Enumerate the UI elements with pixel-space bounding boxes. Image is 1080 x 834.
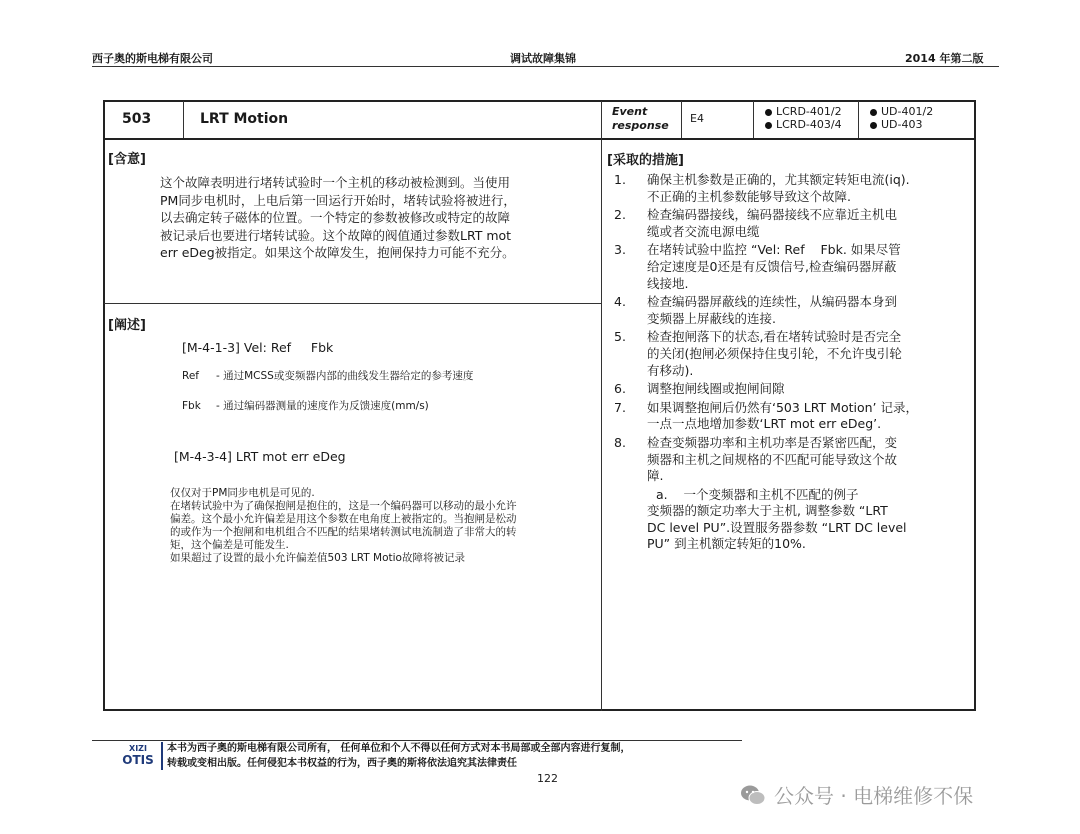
list-item: 4. 检查编码器屏蔽线的连续性，从编码器本身到 变频器上屏蔽线的连接.	[614, 294, 898, 326]
model-item: UD-403	[870, 118, 933, 131]
list-item: 6. 调整抱闸线圈或抱闸间隙	[614, 381, 785, 397]
column-divider	[601, 101, 602, 711]
left-section-divider	[104, 303, 601, 304]
title-split-4	[753, 101, 754, 138]
title-split-3	[681, 101, 682, 138]
event-code: E4	[690, 112, 704, 125]
edition-label: 2014 年第二版	[905, 52, 984, 65]
menu-lrt-mot-err: [M-4-3-4] LRT mot err eDeg	[174, 449, 346, 464]
sub-item-a: a. 一个变频器和主机不匹配的例子	[656, 486, 859, 502]
menu-vel-ref-fbk: [M-4-1-3] Vel: Ref Fbk	[182, 340, 334, 355]
document-title: 调试故障集锦	[510, 52, 576, 65]
list-item: 2. 检查编码器接线，编码器接线不应靠近主机电 缆或者交流电源电缆	[614, 207, 898, 239]
title-split-5	[858, 101, 859, 138]
title-row-divider	[104, 138, 975, 140]
fbk-description: - 通过编码器测量的速度作为反馈速度(mm/s)	[216, 400, 429, 412]
bullet-icon	[870, 122, 877, 129]
header-divider	[92, 66, 999, 67]
list-item: 1. 确保主机参数是正确的，尤其额定转矩电流(iq). 不正确的主机参数能够导致这个故障.	[614, 172, 910, 204]
bullet-icon	[870, 109, 877, 116]
logo-separator	[161, 742, 163, 770]
watermark	[740, 780, 973, 809]
action-steps	[614, 172, 964, 553]
model-list-right	[870, 105, 933, 131]
list-item: 3. 在堵转试验中监控 “Vel: Ref Fbk. 如果尽管 给定速度是0还是有反馈信号,检查编码器屏蔽 线接地.	[614, 242, 901, 291]
title-split-1	[183, 101, 184, 138]
list-item: 8. 检查变频器功率和主机功率是否紧密匹配，变 频器和主机之间规格的不匹配可能导致这个故 障.	[614, 434, 898, 484]
xizi-otis-logo: XIZI OTIS	[122, 744, 154, 767]
watermark-text: 公众号 · 电梯维修不保	[774, 784, 974, 808]
meaning-heading: [含意]	[108, 152, 146, 167]
list-item: 5. 检查抱闸落下的状态,看在堵转试验时是否完全 的关闭(抱闸必须保持住曳引轮，不允许曳引轮 有移动).	[614, 329, 902, 378]
model-item: UD-401/2	[870, 105, 933, 118]
sub-item-a-detail: 变频器的额定功率大于主机, 调整参数 “LRT DC level PU”.设置服务器参数 “LRT DC level PU” 到主机额定转矩的10%.	[647, 503, 907, 552]
actions-heading: [采取的措施]	[607, 153, 684, 168]
meaning-text: 这个故障表明进行堵转试验时一个主机的移动被检测到。当使用 PM同步电机时，上电后第一回运行开始时，堵转试验将被进行， 以去确定转子磁体的位置。一个特定的参数被修改或特定的故障 被记录后也要进行堵转试验。这个故障的阀值通过参数LRT mot err eDeg被指定。如果这个故障发生，抱闸保持力可能不充分。	[160, 175, 516, 260]
bullet-icon	[765, 122, 772, 129]
description-notes: 仅仅对于PM同步电机是可见的. 在堵转试验中为了确保抱闸是抱住的，这是一个编码器可以移动的最小允许 偏差。这个最小允许偏差是用这个参数在电角度上被指定的。当抱闸是松动 的或作为一个抱闸和电机组合不匹配的结果堵转测试电流制造了非常大的转 矩，这个偏差是可能发生. 如果超过了设置的最小允许偏差值503 LRT Motio故障将被记录	[170, 487, 517, 564]
copyright-notice: 本书为西子奥的斯电梯有限公司所有， 任何单位和个人不得以任何方式对本书局部或全部内容进行复制， 转载或变相出版。任何侵犯本书权益的行为，西子奥的斯将依法追究其法律责任	[167, 743, 631, 769]
model-item: LCRD-403/4	[765, 118, 842, 131]
event-response-label: Event response	[612, 105, 669, 132]
ref-description: - 通过MCSS或变频器内部的曲线发生器给定的参考速度	[216, 370, 474, 382]
fault-name: LRT Motion	[200, 111, 289, 127]
ref-label: Ref	[182, 370, 199, 382]
description-heading: [阐述]	[108, 318, 146, 333]
wechat-icon	[740, 784, 766, 806]
fbk-label: Fbk	[182, 400, 201, 412]
list-item: 7. 如果调整抱闸后仍然有‘503 LRT Motion’ 记录， 一点一点地增加参数‘LRT mot err eDeg’.	[614, 399, 918, 432]
page-number: 122	[537, 772, 558, 785]
model-list-left	[765, 105, 842, 131]
company-name: 西子奥的斯电梯有限公司	[92, 52, 213, 65]
fault-code: 503	[122, 111, 152, 127]
model-item: LCRD-401/2	[765, 105, 842, 118]
bullet-icon	[765, 109, 772, 116]
